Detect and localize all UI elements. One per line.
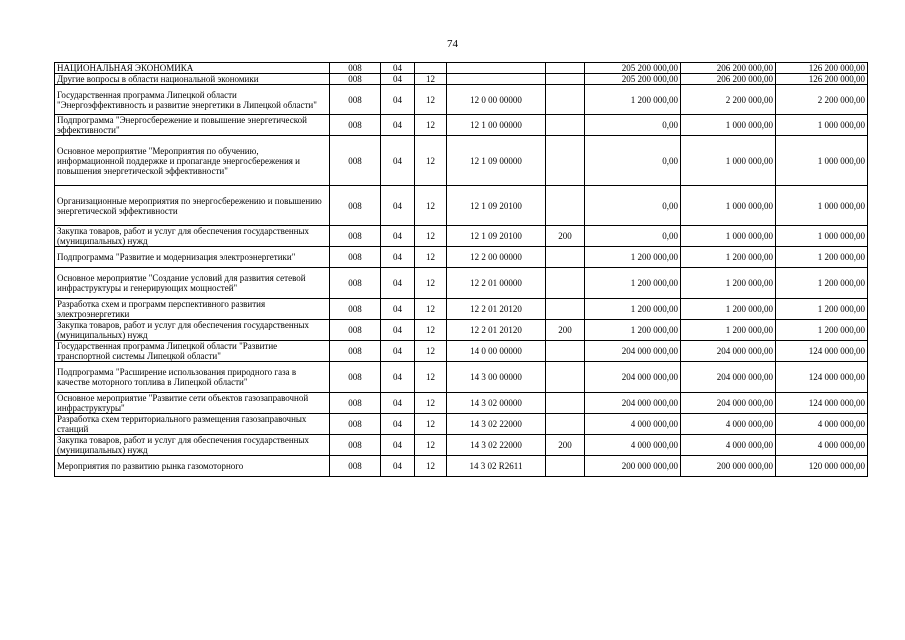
cell-ved-code: 008 (330, 299, 381, 320)
cell-target-article: 14 3 02 R2611 (447, 456, 546, 477)
cell-subsection-code: 12 (415, 85, 447, 115)
cell-amount-year-1: 204 000 000,00 (585, 393, 681, 414)
cell-section-code: 04 (381, 299, 415, 320)
cell-expense-type (546, 393, 585, 414)
cell-section-code: 04 (381, 136, 415, 186)
cell-target-article: 14 3 02 22000 (447, 414, 546, 435)
cell-expense-type (546, 186, 585, 226)
cell-amount-year-1: 0,00 (585, 115, 681, 136)
cell-expense-type: 200 (546, 226, 585, 247)
cell-name: Мероприятия по развитию рынка газомоторного (55, 456, 330, 477)
cell-amount-year-2: 204 000 000,00 (681, 393, 776, 414)
cell-ved-code: 008 (330, 115, 381, 136)
cell-amount-year-2: 4 000 000,00 (681, 435, 776, 456)
cell-amount-year-1: 1 200 000,00 (585, 85, 681, 115)
table-row (55, 320, 868, 341)
cell-subsection-code: 12 (415, 414, 447, 435)
cell-amount-year-3: 1 200 000,00 (776, 268, 868, 299)
cell-ved-code: 008 (330, 226, 381, 247)
cell-ved-code: 008 (330, 268, 381, 299)
cell-amount-year-3: 1 000 000,00 (776, 136, 868, 186)
cell-amount-year-3: 1 200 000,00 (776, 320, 868, 341)
page-number: 74 (447, 38, 458, 50)
cell-amount-year-2: 206 200 000,00 (681, 74, 776, 85)
cell-amount-year-3: 1 000 000,00 (776, 226, 868, 247)
cell-amount-year-2: 1 200 000,00 (681, 247, 776, 268)
cell-expense-type (546, 341, 585, 362)
cell-amount-year-1: 0,00 (585, 226, 681, 247)
cell-amount-year-3: 2 200 000,00 (776, 85, 868, 115)
cell-target-article: 14 0 00 00000 (447, 341, 546, 362)
cell-amount-year-1: 205 200 000,00 (585, 74, 681, 85)
cell-expense-type (546, 74, 585, 85)
cell-amount-year-2: 206 200 000,00 (681, 63, 776, 74)
cell-amount-year-3: 1 000 000,00 (776, 186, 868, 226)
cell-name: Подпрограмма "Энергосбережение и повышение энергетической эффективности" (55, 115, 330, 136)
cell-expense-type (546, 247, 585, 268)
cell-ved-code: 008 (330, 247, 381, 268)
cell-amount-year-3: 126 200 000,00 (776, 63, 868, 74)
cell-amount-year-2: 1 200 000,00 (681, 268, 776, 299)
cell-section-code: 04 (381, 393, 415, 414)
cell-section-code: 04 (381, 414, 415, 435)
table-row (55, 456, 868, 477)
cell-ved-code: 008 (330, 435, 381, 456)
cell-target-article (447, 74, 546, 85)
table-row (55, 268, 868, 299)
cell-target-article: 12 1 09 20100 (447, 226, 546, 247)
cell-expense-type (546, 456, 585, 477)
table-row (55, 414, 868, 435)
table-row (55, 362, 868, 393)
cell-name: Разработка схем территориального размещения газозаправочных станций (55, 414, 330, 435)
cell-target-article: 14 3 02 00000 (447, 393, 546, 414)
table-row (55, 186, 868, 226)
cell-amount-year-2: 1 000 000,00 (681, 136, 776, 186)
cell-subsection-code: 12 (415, 341, 447, 362)
cell-ved-code: 008 (330, 414, 381, 435)
cell-section-code: 04 (381, 74, 415, 85)
cell-subsection-code: 12 (415, 136, 447, 186)
cell-amount-year-3: 124 000 000,00 (776, 362, 868, 393)
cell-subsection-code: 12 (415, 362, 447, 393)
cell-amount-year-1: 1 200 000,00 (585, 247, 681, 268)
cell-amount-year-2: 4 000 000,00 (681, 414, 776, 435)
cell-section-code: 04 (381, 456, 415, 477)
cell-amount-year-1: 204 000 000,00 (585, 362, 681, 393)
cell-ved-code: 008 (330, 320, 381, 341)
cell-target-article: 14 3 02 22000 (447, 435, 546, 456)
cell-subsection-code: 12 (415, 268, 447, 299)
cell-expense-type (546, 362, 585, 393)
cell-amount-year-3: 4 000 000,00 (776, 414, 868, 435)
cell-expense-type (546, 299, 585, 320)
cell-name: Основное мероприятие "Развитие сети объектов газозаправочной инфраструктуры" (55, 393, 330, 414)
cell-subsection-code: 12 (415, 435, 447, 456)
table-body (55, 63, 868, 477)
cell-amount-year-3: 120 000 000,00 (776, 456, 868, 477)
cell-amount-year-1: 205 200 000,00 (585, 63, 681, 74)
cell-target-article: 14 3 00 00000 (447, 362, 546, 393)
cell-target-article: 12 1 00 00000 (447, 115, 546, 136)
cell-amount-year-3: 124 000 000,00 (776, 393, 868, 414)
cell-subsection-code: 12 (415, 186, 447, 226)
cell-target-article: 12 2 01 20120 (447, 320, 546, 341)
cell-ved-code: 008 (330, 74, 381, 85)
cell-amount-year-2: 1 200 000,00 (681, 320, 776, 341)
table-row (55, 85, 868, 115)
cell-subsection-code: 12 (415, 115, 447, 136)
cell-expense-type (546, 268, 585, 299)
cell-target-article: 12 0 00 00000 (447, 85, 546, 115)
cell-amount-year-1: 1 200 000,00 (585, 299, 681, 320)
cell-amount-year-2: 2 200 000,00 (681, 85, 776, 115)
cell-amount-year-3: 4 000 000,00 (776, 435, 868, 456)
cell-target-article: 12 2 01 00000 (447, 268, 546, 299)
cell-expense-type (546, 136, 585, 186)
cell-amount-year-2: 204 000 000,00 (681, 341, 776, 362)
table-row (55, 74, 868, 85)
cell-target-article: 12 1 09 00000 (447, 136, 546, 186)
cell-name: Закупка товаров, работ и услуг для обеспечения государственных (муниципальных) нужд (55, 435, 330, 456)
cell-section-code: 04 (381, 226, 415, 247)
cell-name: Закупка товаров, работ и услуг для обеспечения государственных (муниципальных) нужд (55, 320, 330, 341)
cell-expense-type: 200 (546, 435, 585, 456)
cell-amount-year-1: 1 200 000,00 (585, 268, 681, 299)
cell-amount-year-1: 4 000 000,00 (585, 435, 681, 456)
cell-expense-type (546, 115, 585, 136)
cell-target-article: 12 2 00 00000 (447, 247, 546, 268)
cell-amount-year-2: 200 000 000,00 (681, 456, 776, 477)
cell-section-code: 04 (381, 247, 415, 268)
cell-expense-type (546, 63, 585, 74)
table-row (55, 299, 868, 320)
cell-target-article: 12 2 01 20120 (447, 299, 546, 320)
cell-amount-year-1: 200 000 000,00 (585, 456, 681, 477)
cell-section-code: 04 (381, 85, 415, 115)
cell-name: Закупка товаров, работ и услуг для обеспечения государственных (муниципальных) нужд (55, 226, 330, 247)
cell-ved-code: 008 (330, 85, 381, 115)
cell-section-code: 04 (381, 435, 415, 456)
cell-name: Основное мероприятие "Создание условий для развития сетевой инфраструктуры и генерирующих мощностей" (55, 268, 330, 299)
cell-section-code: 04 (381, 63, 415, 74)
cell-ved-code: 008 (330, 136, 381, 186)
cell-amount-year-3: 126 200 000,00 (776, 74, 868, 85)
cell-amount-year-3: 124 000 000,00 (776, 341, 868, 362)
cell-ved-code: 008 (330, 186, 381, 226)
cell-subsection-code: 12 (415, 247, 447, 268)
cell-ved-code: 008 (330, 63, 381, 74)
cell-name: Основное мероприятие "Мероприятия по обучению, информационной поддержке и пропаганде энергосбережения и повышения энергетической эффективности" (55, 136, 330, 186)
cell-subsection-code: 12 (415, 226, 447, 247)
cell-amount-year-1: 1 200 000,00 (585, 320, 681, 341)
cell-name: Подпрограмма "Развитие и модернизация электроэнергетики" (55, 247, 330, 268)
table-row (55, 393, 868, 414)
cell-amount-year-1: 4 000 000,00 (585, 414, 681, 435)
cell-subsection-code: 12 (415, 456, 447, 477)
cell-amount-year-3: 1 000 000,00 (776, 115, 868, 136)
budget-table (54, 62, 868, 477)
cell-amount-year-1: 204 000 000,00 (585, 341, 681, 362)
table-row (55, 435, 868, 456)
table-row (55, 247, 868, 268)
cell-amount-year-1: 0,00 (585, 186, 681, 226)
table-row (55, 341, 868, 362)
cell-subsection-code: 12 (415, 393, 447, 414)
cell-expense-type (546, 414, 585, 435)
cell-name: Разработка схем и программ перспективного развития электроэнергетики (55, 299, 330, 320)
cell-subsection-code: 12 (415, 320, 447, 341)
table-row (55, 115, 868, 136)
cell-section-code: 04 (381, 268, 415, 299)
cell-amount-year-2: 1 000 000,00 (681, 115, 776, 136)
cell-target-article (447, 63, 546, 74)
cell-expense-type (546, 85, 585, 115)
cell-ved-code: 008 (330, 456, 381, 477)
table-row (55, 226, 868, 247)
cell-subsection-code: 12 (415, 299, 447, 320)
cell-ved-code: 008 (330, 362, 381, 393)
cell-name: Государственная программа Липецкой области "Развитие транспортной системы Липецкой области" (55, 341, 330, 362)
cell-ved-code: 008 (330, 341, 381, 362)
cell-expense-type: 200 (546, 320, 585, 341)
cell-amount-year-2: 204 000 000,00 (681, 362, 776, 393)
cell-section-code: 04 (381, 115, 415, 136)
cell-section-code: 04 (381, 362, 415, 393)
cell-subsection-code (415, 63, 447, 74)
cell-name: НАЦИОНАЛЬНАЯ ЭКОНОМИКА (55, 63, 330, 74)
cell-amount-year-3: 1 200 000,00 (776, 299, 868, 320)
cell-name: Государственная программа Липецкой области "Энергоэффективность и развитие энергетики в Липецкой области" (55, 85, 330, 115)
table-row (55, 136, 868, 186)
cell-amount-year-2: 1 200 000,00 (681, 299, 776, 320)
cell-name: Организационные мероприятия по энергосбережению и повышению энергетической эффективности (55, 186, 330, 226)
cell-amount-year-3: 1 200 000,00 (776, 247, 868, 268)
cell-amount-year-1: 0,00 (585, 136, 681, 186)
cell-amount-year-2: 1 000 000,00 (681, 226, 776, 247)
cell-section-code: 04 (381, 320, 415, 341)
cell-ved-code: 008 (330, 393, 381, 414)
cell-name: Другие вопросы в области национальной экономики (55, 74, 330, 85)
cell-section-code: 04 (381, 341, 415, 362)
table-row (55, 63, 868, 74)
cell-subsection-code: 12 (415, 74, 447, 85)
cell-name: Подпрограмма "Расширение использования природного газа в качестве моторного топлива в Липецкой области" (55, 362, 330, 393)
cell-section-code: 04 (381, 186, 415, 226)
cell-target-article: 12 1 09 20100 (447, 186, 546, 226)
cell-amount-year-2: 1 000 000,00 (681, 186, 776, 226)
